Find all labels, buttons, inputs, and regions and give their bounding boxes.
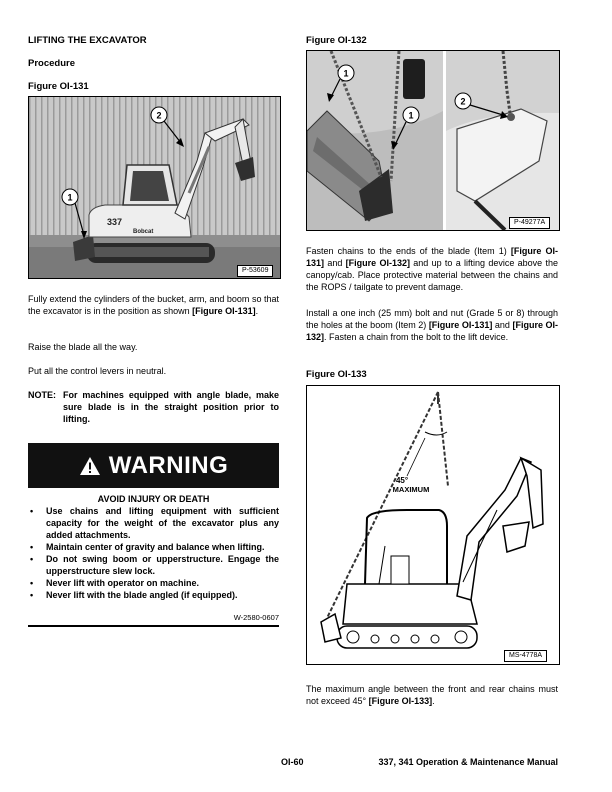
chain-para-1: Fasten chains to the ends of the blade (Item 1) [Figure OI-131] and [Figure OI-132] and up to a lifting device above the canopy/cab. Place protective material between the chains and the ROPS / tailgate to prevent damage. xyxy=(306,246,558,292)
figure-132-label: Figure OI-132 xyxy=(306,35,367,46)
figure-131-callout-2: 2 xyxy=(156,110,162,121)
procedure-heading: Procedure xyxy=(28,58,75,69)
warning-code: W-2580-0607 xyxy=(233,613,279,622)
figure-132-callout-2: 2 xyxy=(460,96,466,107)
lift-para-3: Put all the control levers in neutral. xyxy=(28,366,167,376)
warning-title: WARNING xyxy=(108,451,229,479)
note-label: NOTE: xyxy=(28,390,56,400)
section-title: LIFTING THE EXCAVATOR xyxy=(28,35,147,46)
figure-131-model-text: 337 xyxy=(107,217,123,227)
warning-list xyxy=(28,505,279,601)
manual-title: 337, 341 Operation & Maintenance Manual xyxy=(378,757,558,767)
figure-133-angle: 45° xyxy=(395,476,409,485)
figure-131-code: P-53609 xyxy=(237,265,273,277)
figure-131-callout-1: 1 xyxy=(67,192,73,203)
figure-132-callout-1a: 1 xyxy=(343,68,349,79)
figure-132-image xyxy=(306,50,560,231)
warning-divider xyxy=(28,625,279,627)
figure-133-image xyxy=(306,385,560,665)
warning-banner xyxy=(28,443,279,488)
max-angle-para: The maximum angle between the front and rear chains must not exceed 45° [Figure OI-133]. xyxy=(306,684,558,706)
figure-132-callout-1b: 1 xyxy=(408,110,414,121)
warning-item: • Maintain center of gravity and balance when lifting. xyxy=(28,541,279,553)
note-block xyxy=(28,389,279,425)
warning-item: • Never lift with operator on machine. xyxy=(28,577,279,589)
warning-item: • Never lift with the blade angled (if equipped). xyxy=(28,589,279,601)
chain-para-2: Install a one inch (25 mm) bolt and nut (Grade 5 or 8) through the holes at the boom (Item 2) [Figure OI-131] and [Figure OI-132]. Fasten a chain from the bolt to the lift device. xyxy=(306,308,558,342)
figure-131-image xyxy=(28,96,281,279)
figure-131-brand-text: Bobcat xyxy=(133,229,154,235)
page-number: OI-60 xyxy=(281,757,304,767)
warning-item: • Do not swing boom or upperstructure. Engage the upperstructure slew lock. xyxy=(28,553,279,577)
warning-triangle-icon xyxy=(79,456,101,476)
warning-subtitle: AVOID INJURY OR DEATH xyxy=(97,494,210,504)
note-text: For machines equipped with angle blade, make sure blade is in the straight position prior to lifting. xyxy=(63,390,279,424)
lift-para-1: Fully extend the cylinders of the bucket, arm, and boom so that the excavator is in the position as shown [Figure OI-131]. xyxy=(28,294,279,316)
figure-132-code: P-49277A xyxy=(509,217,550,229)
figure-133-label: Figure OI-133 xyxy=(306,369,367,380)
lift-para-2: Raise the blade all the way. xyxy=(28,342,138,352)
figure-131-label: Figure OI-131 xyxy=(28,81,89,92)
warning-item: • Use chains and lifting equipment with sufficient capacity for the weight of the excavator plus any added attachments. xyxy=(28,505,279,541)
figure-133-code: MS-4778A xyxy=(504,650,547,662)
figure-133-maximum: MAXIMUM xyxy=(392,485,430,494)
